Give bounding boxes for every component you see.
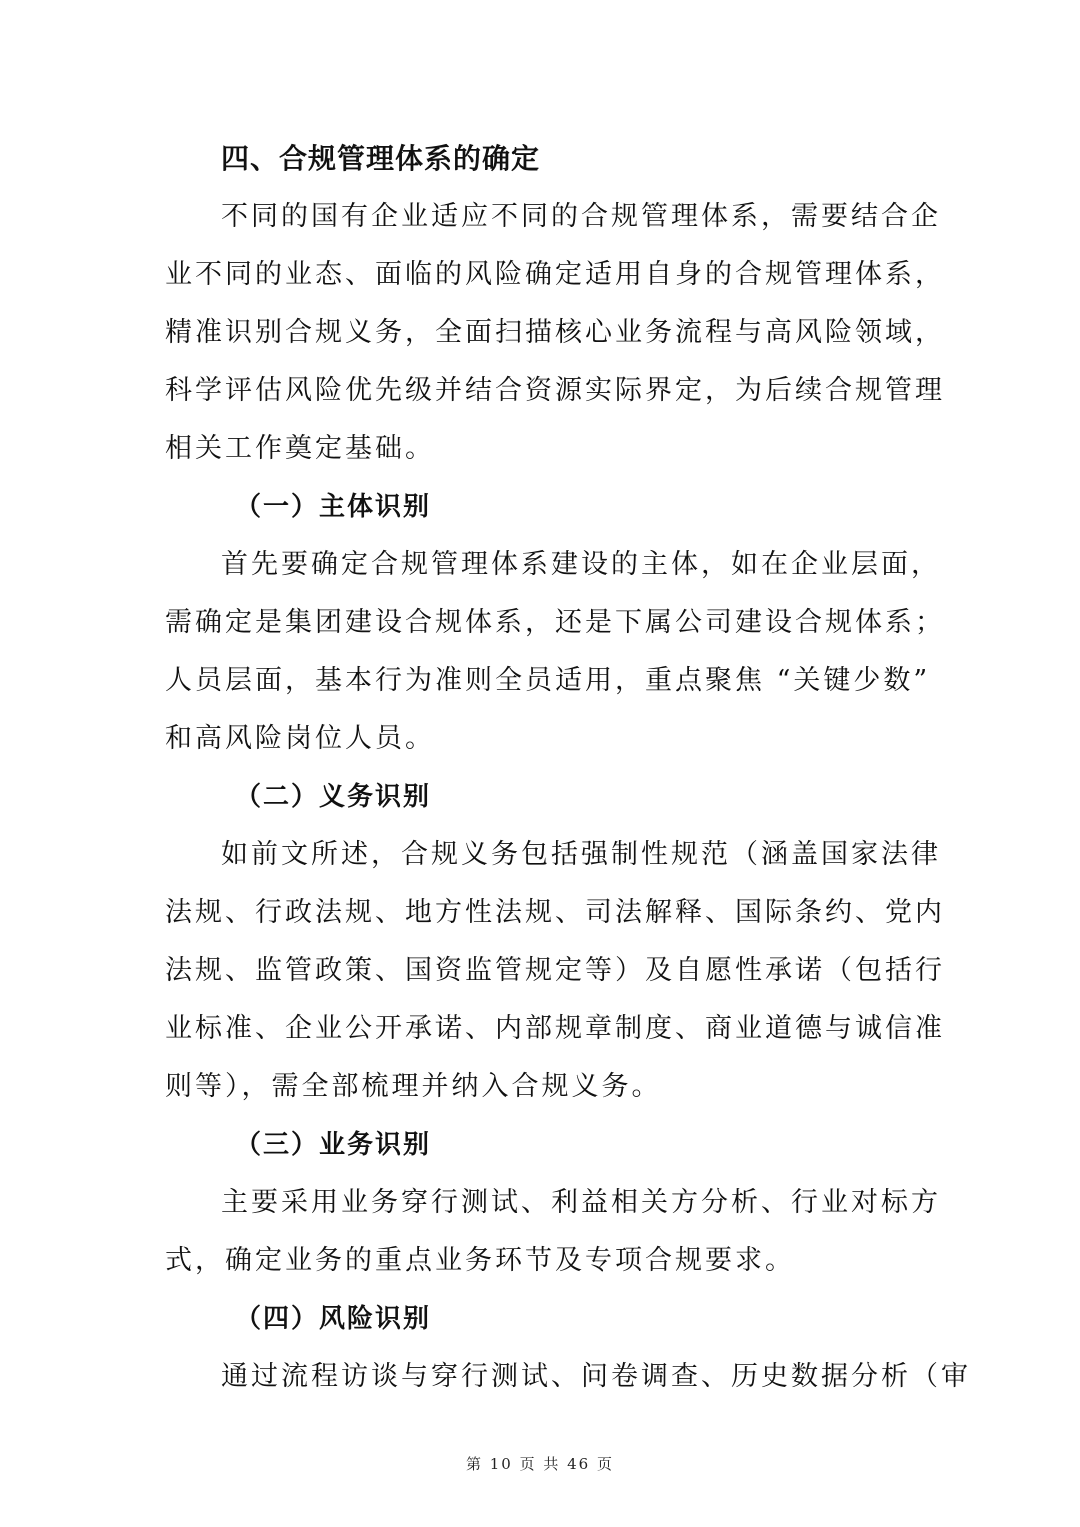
risk-paragraph [165, 1348, 971, 1406]
text-line: 式，确定业务的重点业务环节及专项合规要求。 [165, 1245, 795, 1276]
text-line: 科学评估风险优先级并结合资源实际界定，为后续合规管理 [165, 375, 945, 406]
text-line: 法规、监管政策、国资监管规定等）及自愿性承诺（包括行 [165, 955, 945, 986]
subsection-heading-business: （三）业务识别 [235, 1130, 432, 1160]
text-line: 精准识别合规义务，全面扫描核心业务流程与高风险领域， [165, 317, 945, 348]
text-line: 业标准、企业公开承诺、内部规章制度、商业道德与诚信准 [165, 1013, 945, 1044]
text-line: 如前文所述，合规义务包括强制性规范（涵盖国家法律 [221, 839, 941, 870]
text-line: 需确定是集团建设合规体系，还是下属公司建设合规体系； [165, 607, 945, 638]
business-paragraph [165, 1174, 941, 1290]
text-line: 则等），需全部梳理并纳入合规义务。 [165, 1071, 662, 1102]
text-line: 和高风险岗位人员。 [165, 723, 435, 754]
obligation-paragraph [165, 826, 945, 1116]
section-heading: 四、合规管理体系的确定 [221, 142, 541, 175]
text-line: 法规、行政法规、地方性法规、司法解释、国际条约、党内 [165, 897, 945, 928]
text-line: 通过流程访谈与穿行测试、问卷调查、历史数据分析（审 [221, 1361, 971, 1392]
subsection-heading-subject: （一）主体识别 [235, 492, 432, 522]
text-line: 主要采用业务穿行测试、利益相关方分析、行业对标方 [221, 1187, 941, 1218]
text-line: 业不同的业态、面临的风险确定适用自身的合规管理体系， [165, 259, 945, 290]
intro-paragraph [165, 188, 945, 478]
text-line: 人员层面，基本行为准则全员适用，重点聚焦 “关键少数” [165, 665, 931, 696]
subsection-heading-obligation: （二）义务识别 [235, 782, 432, 812]
subject-paragraph [165, 536, 945, 768]
subsection-heading-risk: （四）风险识别 [235, 1304, 432, 1334]
text-line: 不同的国有企业适应不同的合规管理体系，需要结合企 [221, 201, 941, 232]
page-content [165, 130, 971, 1406]
text-line: 相关工作奠定基础。 [165, 433, 435, 464]
text-line: 首先要确定合规管理体系建设的主体，如在企业层面， [221, 549, 941, 580]
page-footer: 第 10 页 共 46 页 [465, 1455, 614, 1473]
